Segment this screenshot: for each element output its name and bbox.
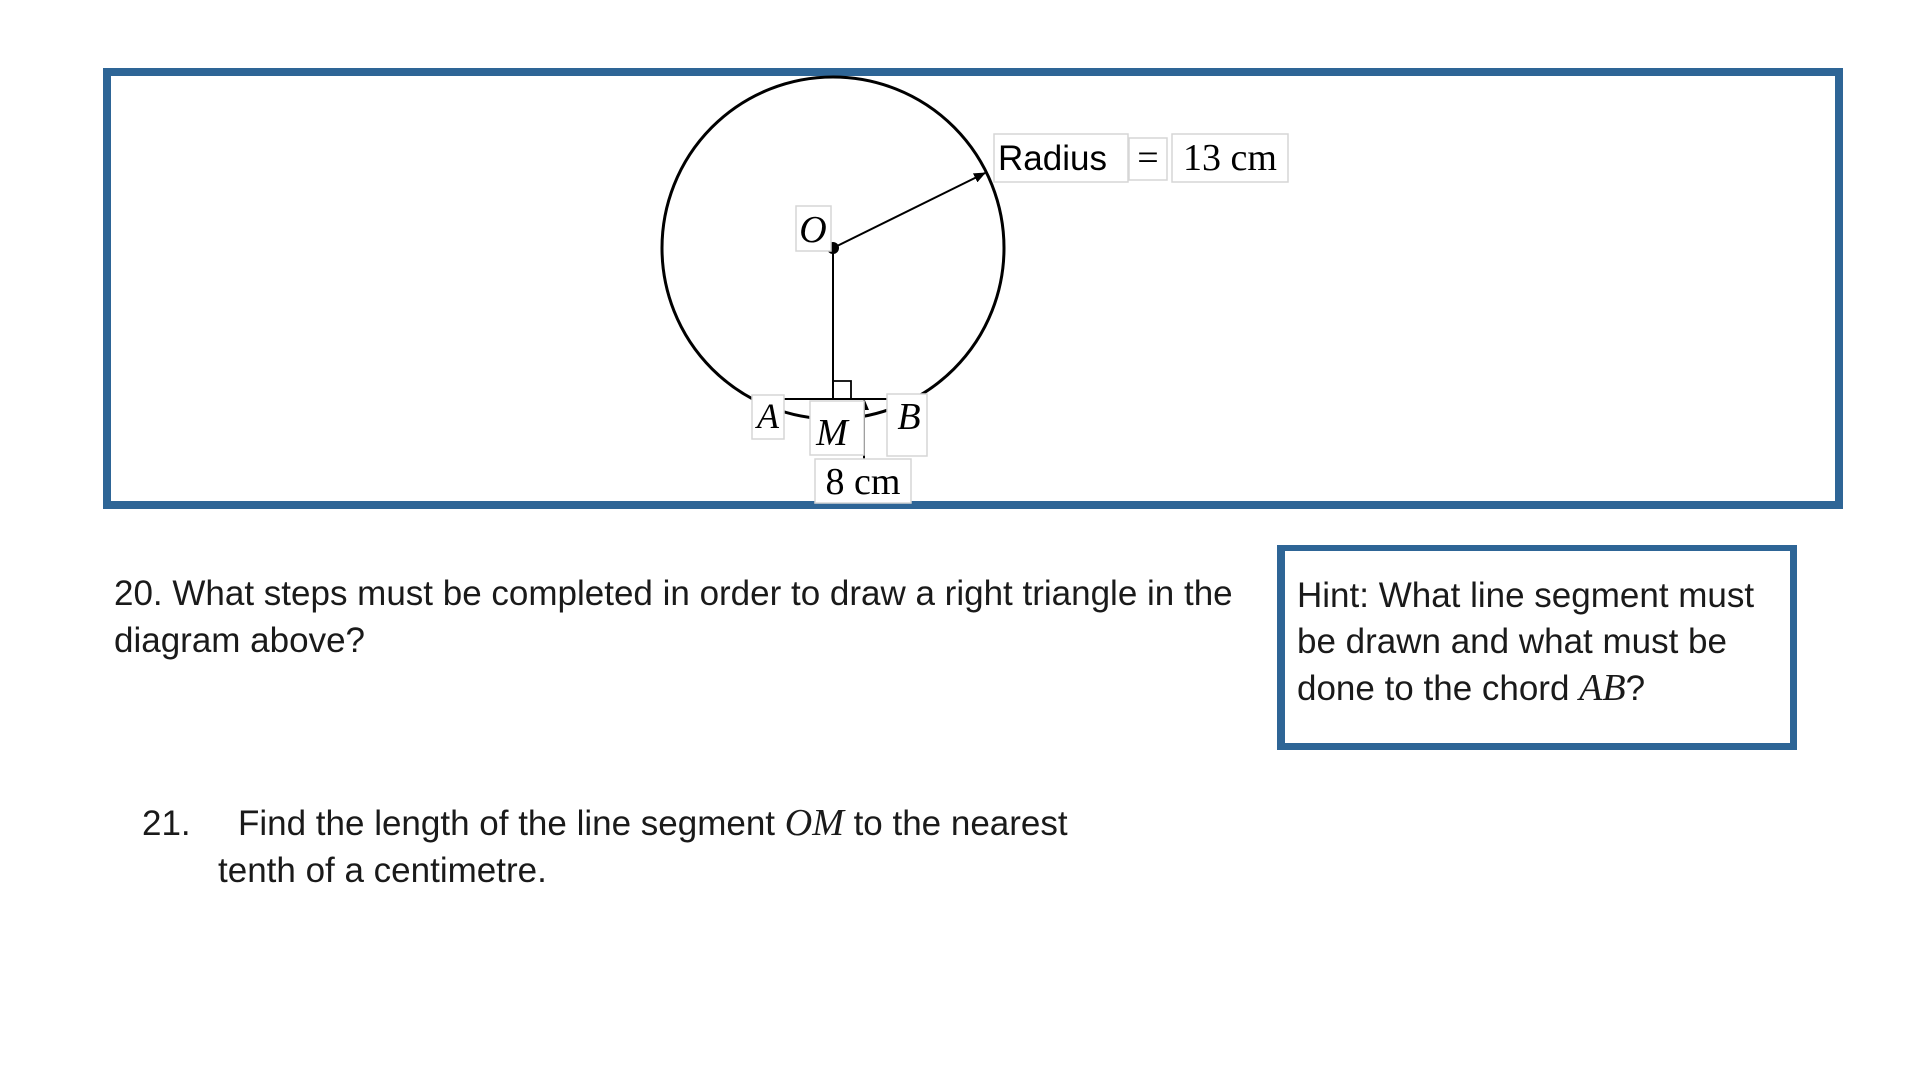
label-a — [752, 395, 784, 439]
label-a-text: A — [757, 396, 779, 436]
question-21-text-after: to the nearest — [843, 804, 1068, 843]
label-half-chord — [815, 459, 911, 503]
label-m-text: M — [816, 412, 848, 454]
hint-box — [1277, 545, 1797, 750]
label-m — [810, 401, 864, 455]
label-o-text: O — [799, 209, 827, 251]
radius-label — [994, 134, 1288, 182]
hint-suffix: ? — [1625, 669, 1646, 708]
question-21 — [142, 800, 1142, 894]
label-b — [887, 394, 927, 456]
question-21-segment: OM — [784, 802, 844, 844]
radius-value: 13 cm — [1183, 137, 1277, 179]
radius-arrow — [833, 173, 985, 248]
radius-equals: = — [1137, 137, 1159, 179]
hint-prefix: Hint: What line segment must be drawn and what must be done to the chord — [1297, 576, 1755, 708]
question-21-text-before: Find the length of the line segment — [238, 804, 785, 843]
label-b-text: B — [897, 396, 921, 438]
label-o — [796, 206, 831, 251]
label-half-chord-text: 8 cm — [825, 461, 901, 503]
question-21-line2: tenth of a centimetre. — [218, 851, 547, 890]
question-21-number: 21. — [142, 804, 191, 843]
hint-chord: AB — [1579, 667, 1626, 709]
question-20: 20. What steps must be completed in order to draw a right triangle in the diagram above? — [114, 574, 1233, 660]
radius-word: Radius — [998, 139, 1107, 178]
right-angle-marker — [833, 381, 851, 399]
